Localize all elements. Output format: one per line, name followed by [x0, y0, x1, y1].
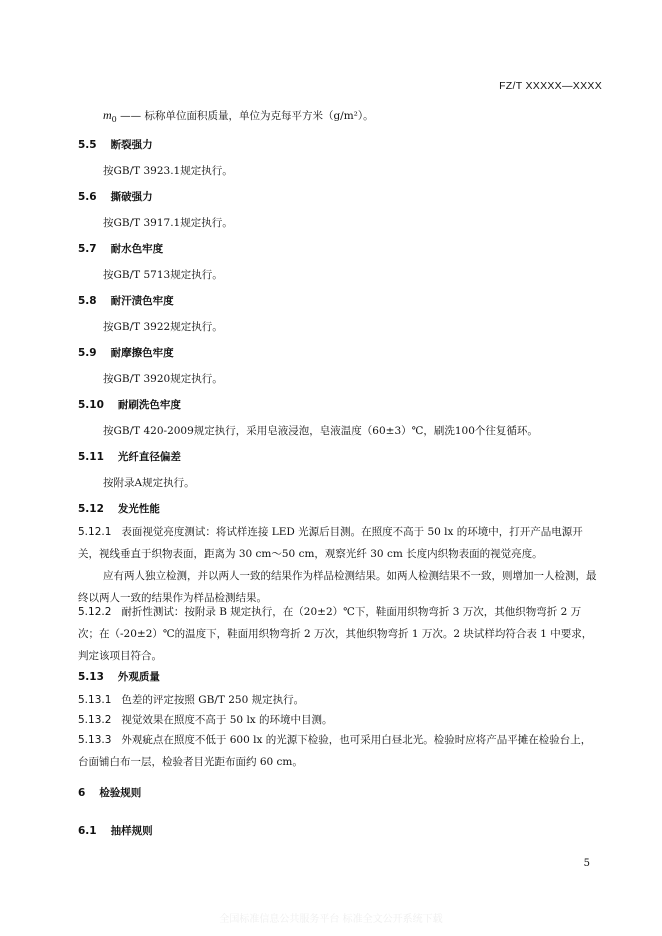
section-heading: 5.7 耐水色牢度 [78, 243, 164, 255]
section-text: 按附录A规定执行。 [103, 477, 195, 489]
section-heading: 5.10 耐刷洗色牢度 [78, 399, 181, 411]
section-heading: 5.11 光纤直径偏差 [78, 451, 181, 463]
clause-5-12-2: 5.12.2 耐折性测试：按附录 B 规定执行，在（20±2）℃下，鞋面用织物弯折 3 万次，其他织物弯折 2 万次；在（-20±2）℃的温度下，鞋面用织物弯折 2 万次，其他织物弯折 1 万次。2 块试样均符合表 1 中要求，判定该项目符合。 [78, 606, 593, 662]
chapter-heading: 6 检验规则 [78, 787, 142, 799]
section-heading: 5.9 耐摩擦色牢度 [78, 347, 174, 359]
section-text: 按GB/T 420-2009规定执行，采用皂液浸泡，皂液温度（60±3）℃，刷洗100个往复循环。 [103, 425, 538, 437]
clause-5-12-1: 5.12.1 表面视觉亮度测试：将试样连接 LED 光源后目测。在照度不高于 50 lx 的环境中，打开产品电源开关，视线垂直于织物表面，距离为 30 cm～50 cm，观察光纤 30 cm 长度内织物表面的视觉亮度。 [78, 526, 583, 560]
section-heading: 5.13 外观质量 [78, 671, 160, 683]
section-text: 按GB/T 3923.1规定执行。 [103, 165, 233, 177]
variable-text: —— 标称单位面积质量，单位为克每平方米（g/m²）。 [120, 110, 374, 122]
page-number: 5 [583, 858, 590, 869]
section-text: 按GB/T 3917.1规定执行。 [103, 217, 233, 229]
watermark: 全国标准信息公共服务平台 标准全文公开系统下载 [219, 914, 443, 925]
variable-symbol: m [103, 108, 112, 122]
section-text: 按GB/T 5713规定执行。 [103, 269, 223, 281]
clause-5-13-3: 5.13.3 外观疵点在照度不低于 600 lx 的光源下检验，也可采用白昼北光。检验时应将产品平摊在检验台上，台面铺白布一层，检验者目光距布面约 60 cm。 [78, 734, 592, 768]
section-heading: 6.1 抽样规则 [78, 825, 153, 837]
clause-5-13-2: 5.13.2 视觉效果在照度不高于 50 lx 的环境中目测。 [78, 714, 333, 726]
section-heading: 5.6 撕破强力 [78, 191, 153, 203]
section-heading: 5.5 断裂强力 [78, 139, 153, 151]
variable-definition [103, 108, 374, 124]
section-heading: 5.12 发光性能 [78, 503, 160, 515]
document-code: FZ/T XXXXX—XXXX [499, 80, 602, 92]
section-text: 按GB/T 3920规定执行。 [103, 373, 223, 385]
clause-5-13-1: 5.13.1 色差的评定按照 GB/T 250 规定执行。 [78, 694, 305, 706]
section-text: 按GB/T 3922规定执行。 [103, 321, 223, 333]
clause-5-12-1-continued: 应有两人独立检测，并以两人一致的结果作为样品检测结果。如两人检测结果不一致，则增加一人检测，最终以两人一致的结果作为样品检测结果。 [78, 570, 597, 604]
variable-subscript: 0 [111, 115, 117, 125]
section-heading: 5.8 耐汗渍色牢度 [78, 295, 174, 307]
